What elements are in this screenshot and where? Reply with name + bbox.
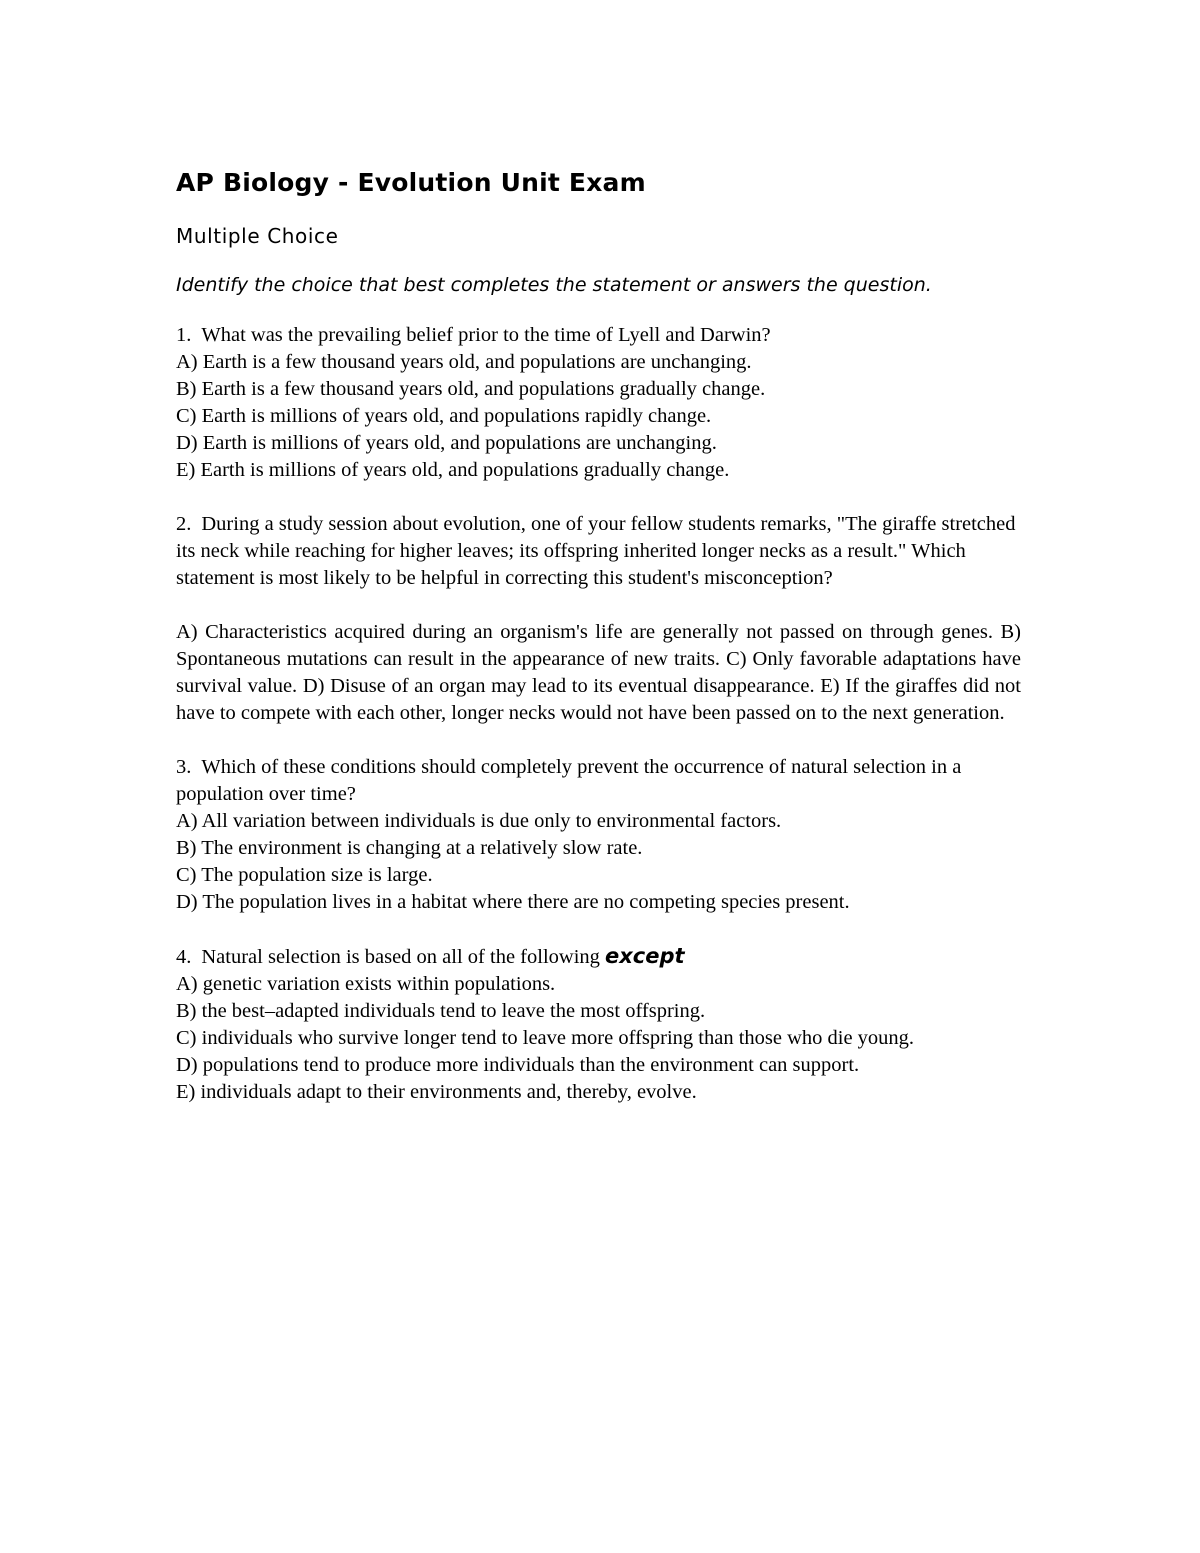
exam-title: AP Biology - Evolution Unit Exam (176, 168, 646, 197)
choice-c: C) Earth is millions of years old, and populations rapidly change. (176, 405, 712, 427)
choice-d: D) Disuse of an organ may lead to its eventual disappearance. (302, 675, 815, 697)
choice-a: A) All variation between individuals is due only to environmental factors. (176, 810, 782, 832)
question-stem: 1. What was the prevailing belief prior to the time of Lyell and Darwin? (176, 324, 771, 346)
question-number: 1. (176, 324, 192, 346)
choice-b: B) the best–adapted individuals tend to leave the most offspring. (176, 1000, 706, 1022)
choice-a: A) Characteristics acquired during an organism's life are generally not passed on through genes. (176, 621, 994, 643)
choices-flow (176, 619, 1021, 727)
question-1 (176, 322, 1036, 484)
choice-d: D) The population lives in a habitat where there are no competing species present. (176, 891, 850, 913)
question-number: 3. (176, 756, 192, 778)
choice-d: D) Earth is millions of years old, and populations are unchanging. (176, 432, 717, 454)
choice-c: C) individuals who survive longer tend to leave more offspring than those who die young. (176, 1027, 915, 1049)
choice-a: A) Earth is a few thousand years old, and populations are unchanging. (176, 351, 752, 373)
question-stem: 3. Which of these conditions should completely prevent the occurrence of natural selection in a population over time? (176, 756, 962, 805)
question-stem: 2. During a study session about evolution, one of your fellow students remarks, "The giraffe stretched its neck while reaching for higher leaves; its offspring inherited longer necks as a result." Which statement is most likely to be helpful in correcting this student's misconception? (176, 513, 1016, 589)
choice-c: C) Only favorable adaptations have survival value. (176, 648, 1021, 697)
choice-b: B) The environment is changing at a relatively slow rate. (176, 837, 643, 859)
question-number: 4. (176, 946, 192, 968)
choice-e: E) If the giraffes did not have to compete with each other, longer necks would not have been passed on to the next generation. (176, 675, 1021, 724)
instructions: Identify the choice that best completes the statement or answers the question. (176, 274, 932, 296)
emphasis-except: except (605, 944, 685, 968)
choice-a: A) genetic variation exists within populations. (176, 973, 556, 995)
question-stem: 4. Natural selection is based on all of the following except (176, 944, 685, 968)
choice-b: B) Earth is a few thousand years old, and populations gradually change. (176, 378, 766, 400)
choice-c: C) The population size is large. (176, 864, 433, 886)
question-2 (176, 511, 1036, 727)
choice-e: E) individuals adapt to their environments and, thereby, evolve. (176, 1081, 697, 1103)
section-heading: Multiple Choice (176, 224, 339, 248)
question-3 (176, 754, 1036, 916)
choice-d: D) populations tend to produce more individuals than the environment can support. (176, 1054, 860, 1076)
choice-e: E) Earth is millions of years old, and populations gradually change. (176, 459, 730, 481)
question-number: 2. (176, 513, 192, 535)
exam-page (176, 166, 1036, 1133)
question-4 (176, 943, 1036, 1106)
choice-b: B) Spontaneous mutations can result in the appearance of new traits. (176, 621, 1021, 670)
